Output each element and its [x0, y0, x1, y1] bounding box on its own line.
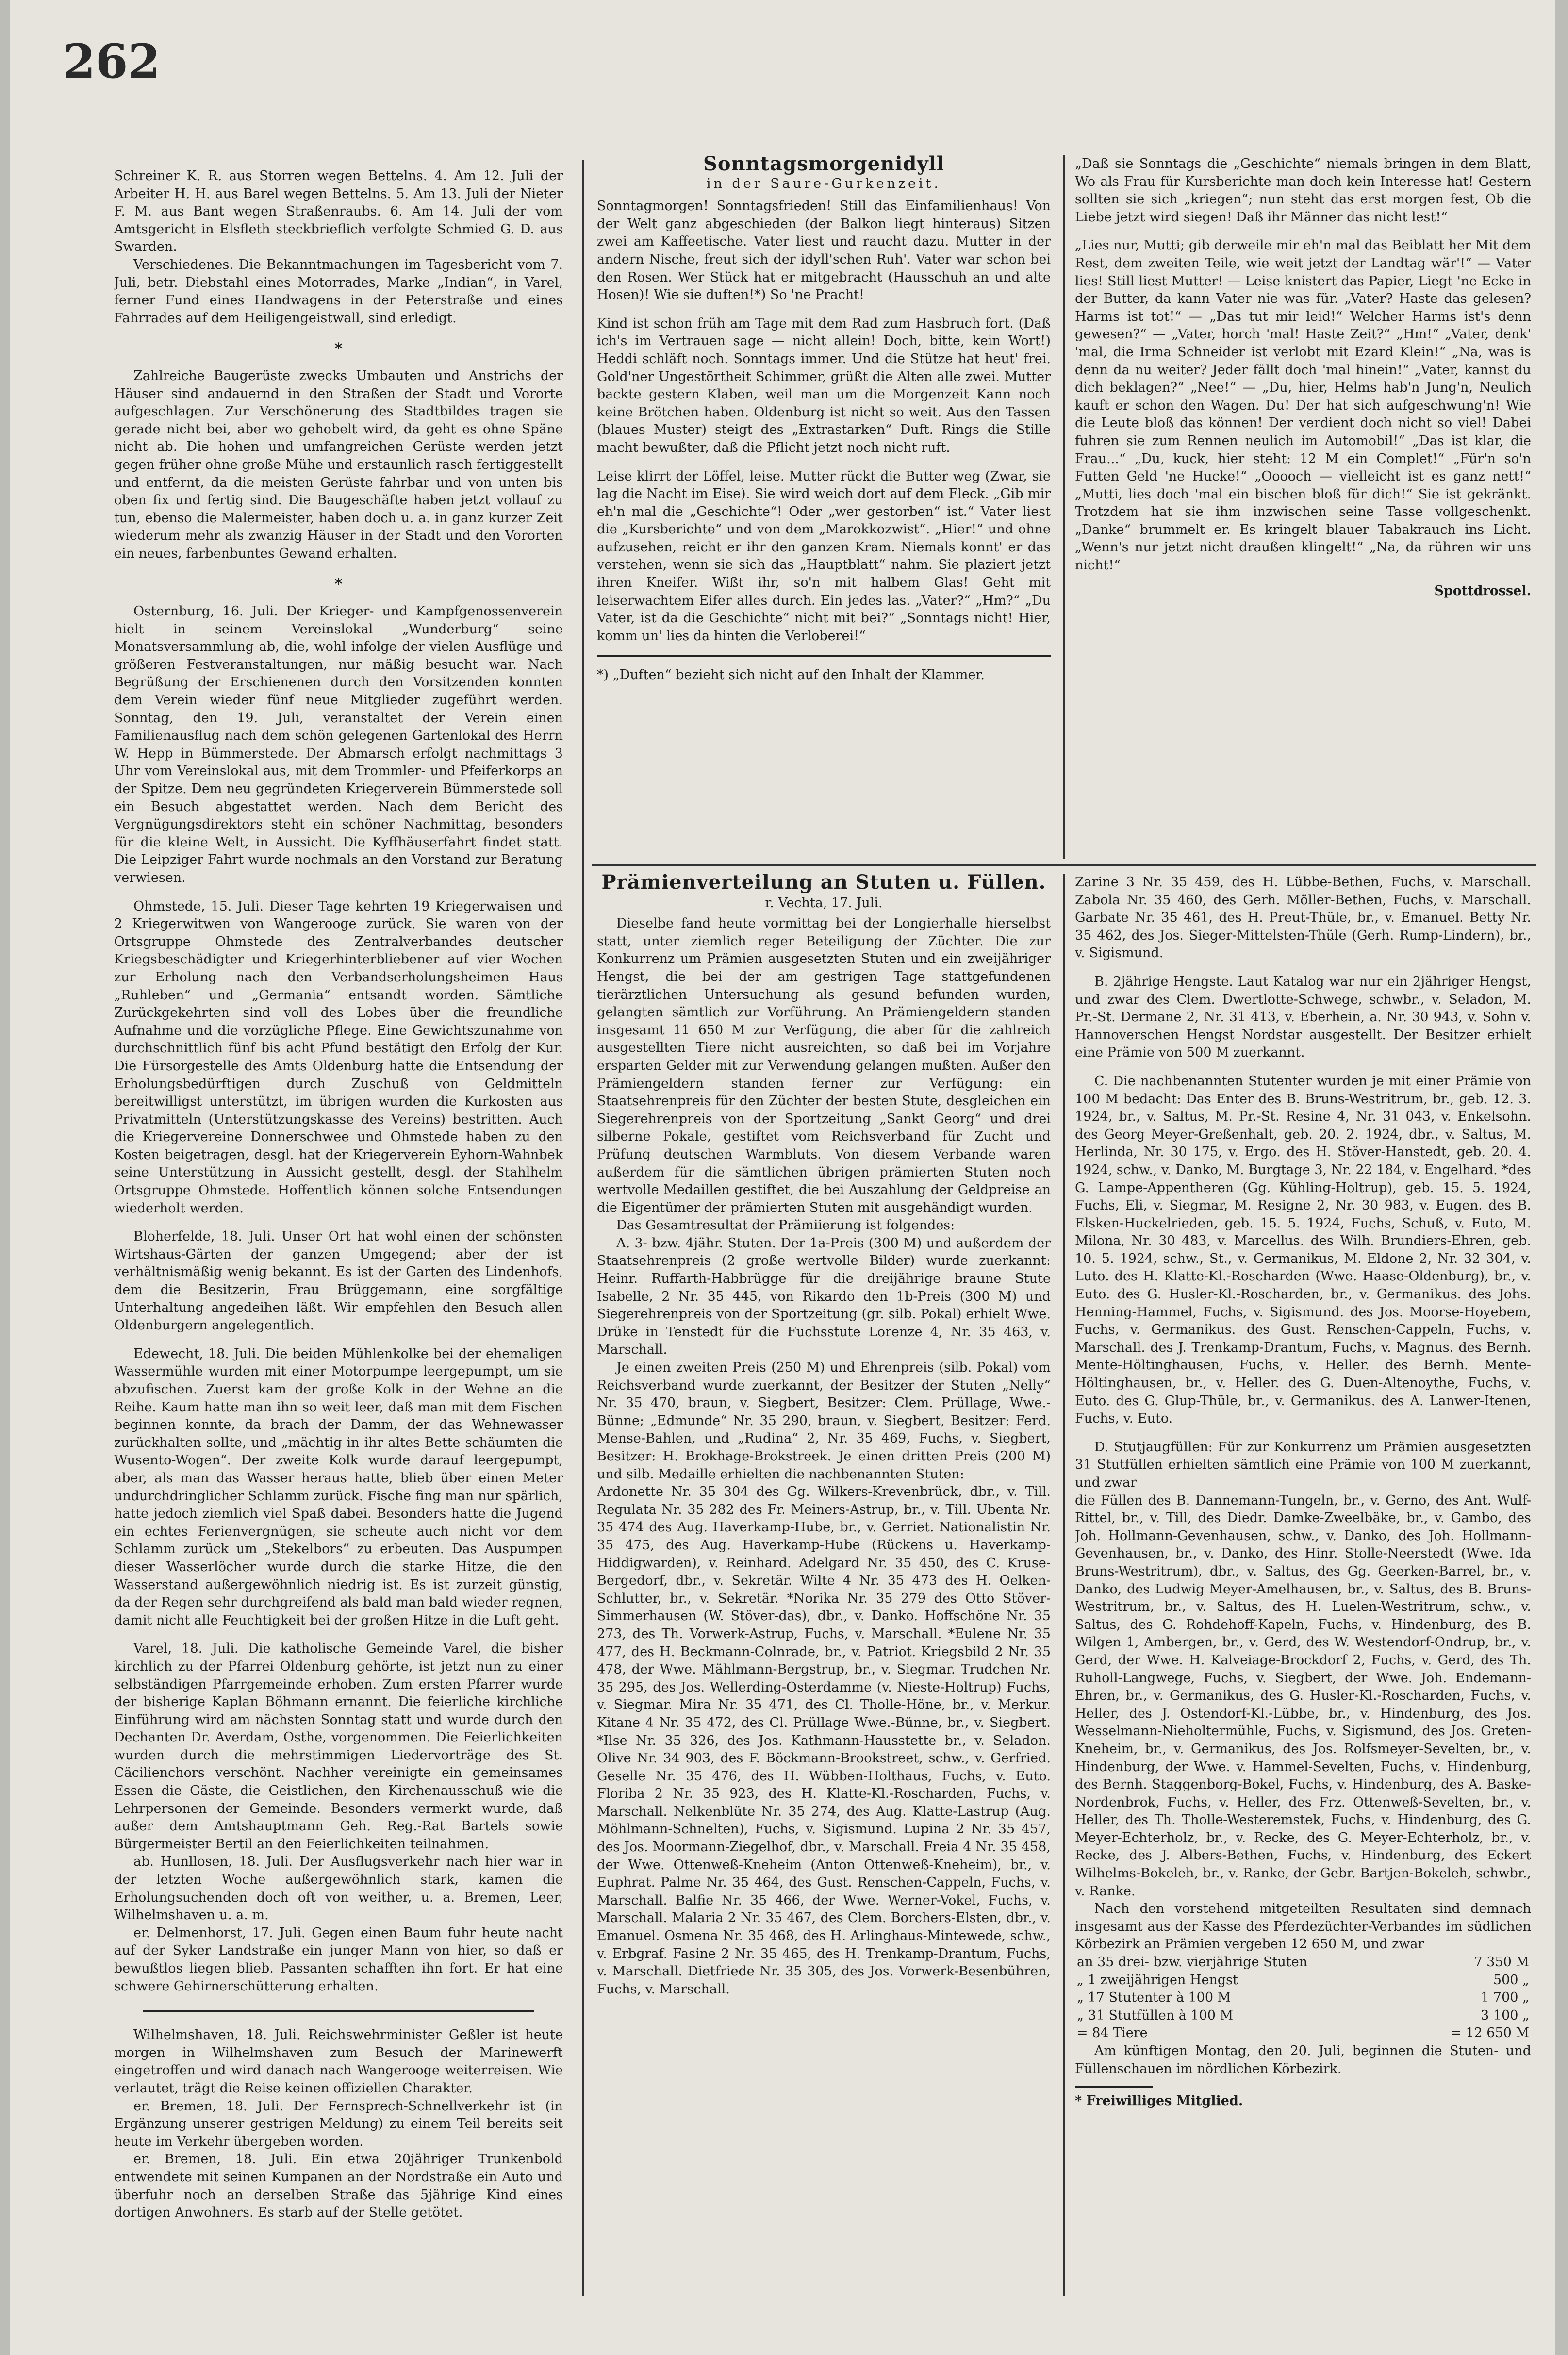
poem-stanza: Leise klirrt der Löffel, leise. Mutter rückt die Butter weg (Zwar, sie lag die Nacht im Eise). Sie wird weich dort auf dem Fleck. „Gib mir eh'n mal die „Geschichte“! Oder „wer gestorben“ ist.“ Vater liest die „Kursberichte“ und von dem „Marokkozwist“. „Hier!“ und ohne aufzusehen, reicht er ihr den ganzen Kram. Niemals konnt' er das verstehen, wenn sie sich das „Hauptblatt“ nahm. Sie plaziert jetzt ihren Kneifer. Wißt ihr, so'n mit halbem Glas! Geht mit leiserwachtem Eifer alles durch. Ein jedes las. „Vater?“ „Hm?“ „Du Vater, ist da die Geschichte“ nicht mit bei?“ „Sonntags nicht! Hier, komm un' lies da hinten die Verloberei!“: [597, 468, 1051, 644]
news-paragraph: er. Bremen, 18. Juli. Der Fernsprech-Schnellverkehr ist (in Ergänzung unserer gestrigen Meldung) zu einem Teil bereits seit heute im Verkehr übergeben worden.: [114, 2098, 563, 2149]
column-rule: [1063, 874, 1065, 2296]
prize-list: die Füllen des B. Dannemann-Tungeln, br., v. Gerno, des Ant. Wulf-Rittel, br., v. Till, des Diedr. Damke-Zweelbäke, br., v. Gambo, des Joh. Hollmann-Gevenhausen, schw., v. Danko, des Joh. Hollmann-Gevenhausen, br., v. Danko, des Hinr. Stolle-Neerstedt (Wwe. Ida Bruns-Westritrum), dbr., v. Saltus, des Gg. Geerken-Barrel, br., v. Danko, des Ludwig Meyer-Amelhausen, br., v. Saltus, des B. Bruns-Westritrum, br., v. Saltus, des H. Luelen-Westritrum, schw., v. Saltus, des G. Rohdehoff-Kapeln, Fuchs, v. Hindenburg, des B. Wilgen 1, Ambergen, br., v. Gerd, des W. Westendorf-Ondrup, br., v. Gerd, der Wwe. H. Kalveiage-Brockdorf 2, Fuchs, v. Gerd, des Th. Ruholl-Langwege, Fuchs, v. Siegbert, der Wwe. Joh. Endemann-Ehren, br., v. Germanikus, des G. Husler-Kl.-Roscharden, Fuchs, v. Heller, des J. Ostendorf-Kl.-Lübbe, br., v. Hindenburg, des Jos. Wesselmann-Nieholtermühle, Fuchs, v. Sigismund, des Jos. Greten-Kneheim, br., v. Germanikus, des Jos. Rolfsmeyer-Sevelten, br., v. Hindenburg, der Wwe. v. Hammel-Sevelten, Fuchs, v. Hindenburg, des Bernh. Staggenborg-Bokel, Fuchs, v. Hindenburg, des A. Baske-Nordenbrok, Fuchs, v. Heller, des Frz. Ottenweß-Sevelten, br., v. Heller, des Th. Tholle-Westeremstek, Fuchs, v. Hindenburg, des G. Meyer-Echterholz, br., v. Recke, des G. Meyer-Echterholz, br., v. Recke, des J. Albers-Bethen, Fuchs, v. Hindenburg, des Eckert Wilhelms-Bokeleh, br., v. Ranke, der Gebr. Bartjen-Bokeleh, schwbr., v. Ranke.: [1075, 1493, 1531, 1899]
poem-stanza: Sonntagmorgen! Sonntagsfrieden! Still das Einfamilienhaus! Von der Welt ganz abgeschieden (der Balkon liegt hinteraus) Sitzen zwei am Kaffeetische. Vater liest und raucht dazu. Mutter in der andern Nische, freut sich der idyll'schen Ruh'. Vater war schon bei den Rosen. Wer Stück hat er mitgebracht (Hausschuh an und alte Hosen)! Wie sie duften!*) So 'ne Pracht!: [597, 199, 1051, 303]
prize-paragraph: Dieselbe fand heute vormittag bei der Longierhalle hierselbst statt, unter ziemlich reger Beteiligung der Züchter. Die zur Konkurrenz um Prämien ausgesetzten Stuten und ein zweijähriger Hengst, die bei der am gestrigen Tage stattgefundenen tierärztlichen Untersuchung als gesund befunden wurden, gelangten sämtlich zur Vorführung. An Prämiengeldern standen insgesamt 11 650 M zur Verfügung, die aber für die zahlreich ausgestellten Tiere nicht ausreichten, so daß bei im Vorjahre ersparten Gelder mit zur Verwendung gelangen mußten. Außer den Prämiengeldern standen ferner zur Verfügung: ein Staatsehrenpreis für den Züchter der besten Stute, desgleichen ein Siegerehrenpreis von der Sportzeitung „Sankt Georg“ und drei silberne Pokale, gestiftet vom Reichsverband für Zucht und Prüfung deutschen Warmbluts. Von diesem Verbande waren außerdem für die sämtlichen übrigen prämierten Stuten noch wertvolle Medaillen gestiftet, die bei Auszahlung der Geldpreise an die Eigentümer der prämierten Stuten mit ausgehändigt wurden.: [597, 916, 1051, 1215]
tally-label: „ 1 zweijährigen Hengst: [1077, 1972, 1238, 1988]
prize-paragraph: Nach den vorstehend mitgeteilten Resultaten sind demnach insgesamt aus der Kasse des Pferdezüchter-Verbandes im südlichen Körbezirk an Prämien vergeben 12 650 M, und zwar: [1075, 1901, 1531, 1952]
poem-stanza: „Daß sie Sonntags die „Geschichte“ niemals bringen in dem Blatt, Wo als Frau für Kursberichte man doch kein Interesse hat! Gestern sollten sie sich „kriegen“; nun steht das erst morgen fest, Ob die Liebe jetzt wird siegen! Daß ihr Männer das nicht lest!“: [1075, 156, 1531, 225]
poem-footnote: *) „Duften“ bezieht sich nicht auf den Inhalt der Klammer.: [597, 667, 985, 683]
separator-star-icon: *: [334, 339, 343, 358]
poem-stanza: „Lies nur, Mutti; gib derweile mir eh'n mal das Beiblatt her Mit dem Rest, dem zweiten Teile, wie weit jetzt der Landtag wär'!“ — Vater lies! Still liest Mutter! — Leise knistert das Papier, Liegt 'ne Ecke in der Butter, da kann Vater nie was für. „Vater? Haste das gelesen? Harms ist tot!“ — „Das tut mir leid!“ Welcher Harms ist's denn gewesen?“ — „Vater, horch 'mal! Haste Zeit?“ „Hm!“ „Vater, denk' 'mal, die Irma Schneider ist verlobt mit Ezard Klein!“ „Na, was is denn da nu weiter? Jeder fällt doch 'mal hinein!“ „Vater, kannst du dich beklagen?“ „Nee!“ — „Du, hier, Helms hab'n Jung'n, Neulich kauft er schon den Wagen. Du! Der hat sich aufgeschwung'n! Wie die Leute bloß das können! Der verdient doch nicht so viel! Dabei fuhren sie zum Rennen neulich im Automobil!“ „Das ist klar, die Frau...“ „Du, kuck, hier steht: 12 M ein Complet!“ „Für'n so'n Futten Geld 'ne Hucke!“ „Ooooch — vielleicht ist es ganz nett!“ „Mutti, lies doch 'mal ein bischen bloß für dich!“ Sie ist gekränkt. Trotzdem hat sie ihm inzwischen seine Tasse vollgeschenkt. „Danke“ brummelt er. Es kringelt blauer Tabakrauch ins Licht. „Wenn's nur jetzt nicht draußen klingelt!“ „Na, da rühren wir uns nicht!“: [1075, 238, 1531, 573]
prize-dateline: r. Vechta, 17. Juli.: [765, 895, 883, 911]
tally-row: [1075, 2007, 1531, 2025]
news-paragraph: er. Bremen, 18. Juli. Ein etwa 20jähriger Trunkenbold entwendete mit seinen Kumpanen an der Nordstraße ein Auto und überfuhr noch an derselben Straße das 5jährige Kind eines dortigen Anwohners. Es starb auf der Stelle getötet.: [114, 2152, 563, 2221]
news-paragraph: ab. Hunllosen, 18. Juli. Der Ausflugsverkehr nach hier war in der letzten Woche außergewöhnlich stark, kamen die Erholungsuchenden doch oft von weither, u. a. Bremen, Leer, Wilhelmshaven u. a. m.: [114, 1854, 563, 1923]
prize-paragraph: Je einen zweiten Preis (250 M) und Ehrenpreis (silb. Pokal) vom Reichsverband wurde zuerkannt, der Besitzer der Stuten „Nelly“ Nr. 35 470, braun, v. Siegbert, Besitzer: Clem. Prüllage, Wwe.-Bünne; „Edmunde“ Nr. 35 290, braun, v. Siegbert, Besitzer: Ferd. Mense-Bahlen, und „Rudina“ 2, Nr. 35 469, Fuchs, v. Siegbert, Besitzer: H. Brokhage-Brokstreek. Je einen dritten Preis (200 M) und silb. Medaille erhielten die nachbenannten Stuten:: [597, 1360, 1051, 1482]
prize-column-right: [1075, 874, 1531, 2296]
prize-column-left: [597, 874, 1051, 2296]
tally-row: [1075, 1972, 1531, 1990]
poem-stanza: Kind ist schon früh am Tage mit dem Rad zum Hasbruch fort. (Daß ich's im Vertrauen sage — nicht allein! Doch, bitte, kein Wort!) Heddi schläft noch. Sonntags immer. Und die Stütze hat heut' frei. Gold'ner Ungestörtheit Schimmer, grüßt die Alten alle zwei. Mutter backte gestern Klaben, weil man um die Morgenzeit Kann noch keine Brötchen haben. Oldenburg ist nicht so weit. Aus den Tassen (blaues Muster) steigt des „Extrastarken“ Duft. Rings die Stille macht bewußter, daß die Pflicht jetzt noch nicht ruft.: [597, 315, 1051, 455]
poem-column-right: [1075, 155, 1531, 857]
tally-row: [1075, 1989, 1531, 2007]
newspaper-page: [10, 0, 1555, 2355]
divider: [1075, 2086, 1153, 2088]
prize-paragraph: Am künftigen Montag, den 20. Juli, beginnen die Stuten- und Füllenschauen im nördlichen Körbezirk.: [1075, 2043, 1531, 2076]
tally-total-value: = 12 650 M: [1451, 2025, 1529, 2041]
tally-value: 500 „: [1493, 1972, 1529, 1988]
tally-row: [1075, 1954, 1531, 1972]
news-paragraph: Osternburg, 16. Juli. Der Krieger- und Kampfgenossenverein hielt in seinem Vereinslokal „Wunderburg“ seine Monatsversammlung ab, die, wohl infolge der vielen Ausflüge und größeren Festveranstaltungen, nur mäßig besucht war. Nach Begrüßung der Erschienenen durch den Vorsitzenden konnten dem Verein wieder fünf neue Mitglieder zugeführt werden. Sonntag, den 19. Juli, veranstaltet der Verein einen Familienausflug nach dem schön gelegenen Gartenlokal des Herrn W. Hepp in Bümmerstede. Der Abmarsch erfolgt nachmittags 3 Uhr vom Vereinslokal aus, mit dem Trommler- und Pfeiferkorps an der Spitze. Dem neu gegründeten Kriegerverein Bümmerstede soll ein Besuch abgestattet werden. Nach dem Bericht des Vergnügungsdirektors steht ein schöner Nachmittag, besonders für die kleine Welt, in Aussicht. Die Kyffhäuserfahrt findet statt. Die Leipziger Fahrt wurde nochmals an den Vorstand zur Beratung verwiesen.: [114, 604, 563, 885]
prize-tally-table: [1075, 1954, 1531, 2042]
tally-total-row: [1075, 2024, 1531, 2042]
prize-paragraph: D. Stutjaugfüllen: Für zur Konkurrenz um Prämien ausgesetzten 31 Stutfüllen erhielten sämtlich eine Prämie von 100 M zuerkannt, und zwar: [1075, 1439, 1531, 1490]
prize-list: Ardonette Nr. 35 304 des Gg. Wilkers-Krevenbrück, dbr., v. Till. Regulata Nr. 35 282 des Fr. Meiners-Astrup, br., v. Till. Ubenta Nr. 35 474 des Aug. Haverkamp-Hube, br., v. Gerriet. Nationalistin Nr. 35 475, des Aug. Haverkamp-Hube (Rückens u. Haverkamp-Hiddigwarden), v. Reinhard. Adelgard Nr. 35 450, des C. Kruse-Bergedorf, dbr., v. Sekretär. Wilte 4 Nr. 35 473 des H. Oelken-Schlutter, br., v. Sekretär. *Norika Nr. 35 279 des Otto Stöver-Simmerhausen (W. Stöver-das), dbr., v. Danko. Hoffschöne Nr. 35 273, des Th. Vorwerk-Astrup, Fuchs, v. Marschall. *Eulene Nr. 35 477, des H. Beckmann-Colnrade, br., v. Patriot. Kriegsbild 2 Nr. 35 478, der Wwe. Mählmann-Bergstrup, br., v. Siegmar. Trudchen Nr. 35 295, des Jos. Wellerding-Osterdamme (v. Nieste-Holtrup) Fuchs, v. Siegmar. Mira Nr. 35 471, des Cl. Tholle-Höne, br., v. Merkur. Kitane 4 Nr. 35 472, des Cl. Prüllage Wwe.-Bünne, br., v. Siegbert. *Ilse Nr. 35 326, des Jos. Kathmann-Hausstette br., v. Seladon. Olive Nr. 34 903, des F. Böckmann-Brookstreet, schw., v. Gerfried. Geselle Nr. 35 476, des H. Wübben-Holthaus, Fuchs, v. Euto. Floriba 2 Nr. 35 923, des H. Klatte-Kl.-Roscharden, Fuchs, v. Marschall. Nelkenblüte Nr. 35 274, des Aug. Klatte-Lastrup (Aug. Möhlmann-Schnelten), Fuchs, v. Sigismund. Lupina 2 Nr. 35 457, des Jos. Moormann-Ziegelhof, dbr., v. Marschall. Freia 4 Nr. 35 458, der Wwe. Ottenweß-Kneheim (Anton Ottenweß-Kneheim), br., v. Euphrat. Palme Nr. 35 464, des Gust. Renschen-Cappeln, Fuchs, v. Marschall. Balfie Nr. 35 466, der Wwe. Werner-Vokel, Fuchs, v. Marschall. Malaria 2 Nr. 35 467, des Clem. Borchers-Elsten, dbr., v. Emanuel. Osmena Nr. 35 468, des H. Arlinghaus-Mintewede, schw., v. Erbgraf. Fasine 2 Nr. 35 465, des H. Trenkamp-Drantum, Fuchs, v. Marschall. Dietfriede Nr. 35 305, des Jos. Vorwerk-Besenbühren, Fuchs, v. Marschall.: [597, 1484, 1051, 1997]
prize-footnote: * Freiwilliges Mitglied.: [1075, 2093, 1243, 2109]
poem-column-left: [597, 155, 1051, 857]
tally-value: 3 100 „: [1481, 2007, 1529, 2023]
separator-star-icon: *: [334, 575, 343, 594]
local-news-column: [114, 167, 563, 2298]
news-paragraph: Zahlreiche Baugerüste zwecks Umbauten und Anstrichs der Häuser sind andauernd in den Straßen der Stadt und Vororte aufgeschlagen. Zur Verschönerung des Stadtbildes tragen sie gerade nicht bei, aber wo gehobelt wird, da geht es ohne Späne nicht ab. Die hohen und umfangreichen Gerüste werden jetzt gegen früher ohne große Mühe und erstaunlich rasch fertiggestellt und entfernt, da die meisten Gerüste fahrbar und von unten bis oben fix und fertig sind. Die Baugeschäfte haben jetzt vollauf zu tun, ebenso die Malermeister, haben doch u. a. in ganz kurzer Zeit wiederum mehr als zwanzig Häuser in der Stadt und den Vororten ein neues, farbenbuntes Gewand erhalten.: [114, 368, 563, 561]
prize-paragraph: Das Gesamtresultat der Prämiierung ist folgendes:: [616, 1218, 955, 1233]
news-paragraph: Varel, 18. Juli. Die katholische Gemeinde Varel, die bisher kirchlich zu der Pfarrei Oldenburg gehörte, ist jetzt nun zu einer selbständigen Pfarrgemeinde erhoben. Zum ersten Pfarrer wurde der bisherige Kaplan Böhmann ernannt. Die feierliche kirchliche Einführung wird am nächsten Sonntag statt und wurde durch den Dechanten Dr. Averdam, Osthe, vorgenommen. Die Feierlichkeiten wurden durch die mehrstimmigen Liedervorträge des St. Cäcilienchors verschönt. Nachher vereinigte ein gemeinsames Essen die Gäste, die Geistlichen, den Kirchenausschuß wie die Lehrpersonen der Gemeinde. Besonders vermerkt wurde, daß außer dem Amtshauptmann Geh. Reg.-Rat Bartels sowie Bürgermeister Bertil an den Feierlichkeiten teilnahmen.: [114, 1641, 563, 1852]
news-paragraph: er. Delmenhorst, 17. Juli. Gegen einen Baum fuhr heute nacht auf der Syker Landstraße ein junger Mann von hier, so daß er bewußtlos liegen blieb. Passanten schafften ihn fort. Er hat eine schwere Gehirnerschütterung erhalten.: [114, 1925, 563, 1994]
divider: [143, 2010, 534, 2012]
tally-value: 7 350 M: [1474, 1955, 1529, 1970]
tally-label: „ 17 Stutenter à 100 M: [1077, 1990, 1231, 2006]
page-number: 262: [63, 34, 161, 89]
news-paragraph: Edewecht, 18. Juli. Die beiden Mühlenkolke bei der ehemaligen Wassermühle wurden mit einer Motorpumpe leergepumpt, um sie abzufischen. Zuerst kam der große Kolk in der Wehne an die Reihe. Kaum hatte man ihn so weit leer, daß man mit dem Fischen beginnen konnte, da brach der Damm, der das Wehnewasser zurückhalten sollte, und „mächtig in ihr altes Bette schäumten die Wusento-Wogen“. Der zweite Kolk wurde darauf leergepumpt, aber, als man das Wasser heraus hatte, blieb über einen Meter undurchdringlicher Schlamm zurück. Fische fing man nur spärlich, hatte jedoch ziemlich viel Spaß dabei. Besonders hatte die Jugend ein echtes Ferienvergnügen, sie scheute auch nicht vor dem Schlamm zurück um „Stekelbors“ zu erbeuten. Das Auspumpen dieser Wasserlöcher wurde durch die starke Hitze, die den Wasserstand außergewöhnlich niedrig ist. Es ist zurzeit günstig, da der Regen sehr durchgreifend als bald man bald wieder regnen, damit nicht alle Feuchtigkeit bei der großen Hitze in die Luft geht.: [114, 1346, 563, 1628]
news-paragraph: Wilhelmshaven, 18. Juli. Reichswehrminister Geßler ist heute morgen in Wilhelmshaven zum Besuch der Marinewerft eingetroffen und wird danach nach Wangerooge weiterreisen. Wie verlautet, trägt die Reise keinen offiziellen Charakter.: [114, 2027, 563, 2096]
poem-author: Spottdrossel.: [1434, 583, 1531, 598]
column-rule: [1063, 155, 1065, 859]
column-rule: [582, 160, 584, 2296]
poem-subtitle: in der Saure-Gurkenzeit.: [706, 176, 941, 191]
section-rule: [592, 864, 1536, 866]
news-paragraph: Verschiedenes. Die Bekanntmachungen im Tagesbericht vom 7. Juli, betr. Diebstahl eines Motorrades, Marke „Indian“, in Varel, ferner Fund eines Handwagens in der Peterstraße und eines Fahrrades auf dem Heiligengeistwall, sind erledigt.: [114, 257, 563, 326]
prize-list: Zarine 3 Nr. 35 459, des H. Lübbe-Bethen, Fuchs, v. Marschall. Zabola Nr. 35 460, des Gerh. Möller-Bethen, Fuchs, v. Marschall. Garbate Nr. 35 461, des H. Preut-Thüle, br., v. Emanuel. Betty Nr. 35 462, des Jos. Sieger-Mittelsten-Thüle (Gerh. Rump-Lindern), br., v. Sigismund.: [1075, 875, 1531, 961]
poem-title: Sonntagsmorgenidyll: [703, 155, 944, 175]
prize-paragraph: A. 3- bzw. 4jähr. Stuten. Der 1a-Preis (300 M) und außerdem der Staatsehrenpreis (2 große wertvolle Bilder) wurde zuerkannt: Heinr. Ruffarth-Habbrügge für die dreijährige braune Stute Isabelle, 2 Nr. 35 445, von Rikardo den 1b-Preis (300 M) und Siegerehrenpreis von der Sportzeitung (gr. silb. Pokal) erhielt Wwe. Drüke in Tenstedt für die Fuchsstute Lorenze 4, Nr. 35 463, v. Marschall.: [597, 1235, 1051, 1358]
tally-total-label: = 84 Tiere: [1077, 2025, 1148, 2041]
news-paragraph: Ohmstede, 15. Juli. Dieser Tage kehrten 19 Kriegerwaisen und 2 Kriegerwitwen von Wangerooge zurück. Sie waren von der Ortsgruppe Ohmstede des Zentralverbandes deutscher Kriegsbeschädigter und Kriegerhinterbliebener auf vier Wochen zur Erholung nach den Verbandserholungsheimen Haus „Ruhleben“ und „Germania“ entsandt worden. Sämtliche Zurückgekehrten sind voll des Lobes über die freundliche Aufnahme und die vorzügliche Pflege. Eine Gewichtszunahme von durchschnittlich fünf bis acht Pfund bestätigt den Erfolg der Kur. Die Fürsorgestelle des Amts Oldenburg hatte die Entsendung der Erholungsbedürftigen durch Zuschuß von Geldmitteln bereitwilligst unterstützt, im übrigen wurden die Kurkosten aus Privatmitteln (Unterstützungskasse des Vereins) bestritten. Auch die Kriegervereine Donnerschwee und Ohmstede haben zu den Kosten beigetragen, desgl. hat der Kriegerverein Eyhorn-Wahnbek seine Unterstützung in Aussicht gestellt, desgl. der Stahlhelm Ortsgruppe Ohmstede. Hoffentlich können solche Entsendungen wiederholt werden.: [114, 898, 563, 1216]
news-paragraph: Schreiner K. R. aus Storren wegen Bettelns. 4. Am 12. Juli der Arbeiter H. H. aus Barel wegen Bettelns. 5. Am 13. Juli der Nieter F. M. aus Bant wegen Straßenraubs. 6. Am 14. Juli der vom Amtsgericht in Elsfleth steckbrieflich verfolgte Schmied G. D. aus Swarden.: [114, 168, 563, 255]
divider: [597, 655, 1051, 657]
tally-label: „ 31 Stutfüllen à 100 M: [1077, 2007, 1234, 2023]
news-paragraph: Bloherfelde, 18. Juli. Unser Ort hat wohl einen der schönsten Wirtshaus-Gärten der ganzen Umgegend; aber der ist verhältnismäßig wenig bekannt. Es ist der Garten des Lindenhofs, dem die Besitzerin, Frau Brüggemann, eine sorgfältige Unterhaltung angedeihen läßt. Wir empfehlen den Besuch allen Oldenburgern angelegentlich.: [114, 1229, 563, 1333]
prize-article-title: Prämienverteilung an Stuten u. Füllen.: [601, 874, 1046, 894]
prize-paragraph: C. Die nachbenannten Stutenter wurden je mit einer Prämie von 100 M bedacht: Das Enter des B. Bruns-Westritrum, br., geb. 12. 3. 1924, br., v. Saltus, M. Pr.-St. Resine 4, Nr. 31 043, v. Enkelsohn. des Georg Meyer-Greßenhalt, geb. 20. 2. 1924, dbr., v. Saltus, M. Herlinda, Nr. 30 175, v. Ergo. des H. Stöver-Hanstedt, geb. 20. 4. 1924, schw., v. Danko, M. Burgtage 3, Nr. 22 184, v. Engelhard. *des G. Lampe-Appentheren (Gg. Kühling-Holtrup), geb. 15. 5. 1924, Fuchs, Eli, v. Siegmar, M. Resigne 2, Nr. 30 983, v. Eugen. des B. Elsken-Huckelrieden, geb. 15. 5. 1924, Fuchs, Schuß, v. Euto, M. Milona, Nr. 30 483, v. Marcellus. des Wilh. Brundiers-Ehren, geb. 10. 5. 1924, schw., St., v. Germanikus, M. Eldone 2, Nr. 32 304, v. Luto. des H. Klatte-Kl.-Roscharden (Wwe. Haase-Oldenburg), br., v. Euto. des G. Husler-Kl.-Roscharden, br., v. Germanikus. des Johs. Henning-Hammel, Fuchs, v. Sigismund. des Jos. Moorse-Hoyebem, Fuchs, v. Germanikus. des Gust. Renschen-Cappeln, Fuchs, v. Marschall. des J. Trenkamp-Drantum, Fuchs, v. Magnus. des Bernh. Mente-Höltinghausen, Fuchs, v. Heller. des Bernh. Mente-Höltinghausen, br., v. Heller. des G. Duen-Altenoythe, Fuchs, v. Euto. des G. Glup-Thüle, br., v. Germanikus. des A. Lanwer-Itenen, Fuchs, v. Euto.: [1075, 1073, 1531, 1426]
tally-label: an 35 drei- bzw. vierjährige Stuten: [1077, 1955, 1308, 1970]
prize-paragraph: B. 2jährige Hengste. Laut Katalog war nur ein 2jähriger Hengst, und zwar des Clem. Dwertlotte-Schwege, schwbr., v. Seladon, M. Pr.-St. Dermane 2, Nr. 31 413, v. Eberhein, a. Nr. 30 943, v. Sohn v. Hannoverschen Hengst Nordstar ausgestellt. Der Besitzer erhielt eine Prämie von 500 M zuerkannt.: [1075, 974, 1531, 1061]
tally-value: 1 700 „: [1481, 1990, 1529, 2006]
